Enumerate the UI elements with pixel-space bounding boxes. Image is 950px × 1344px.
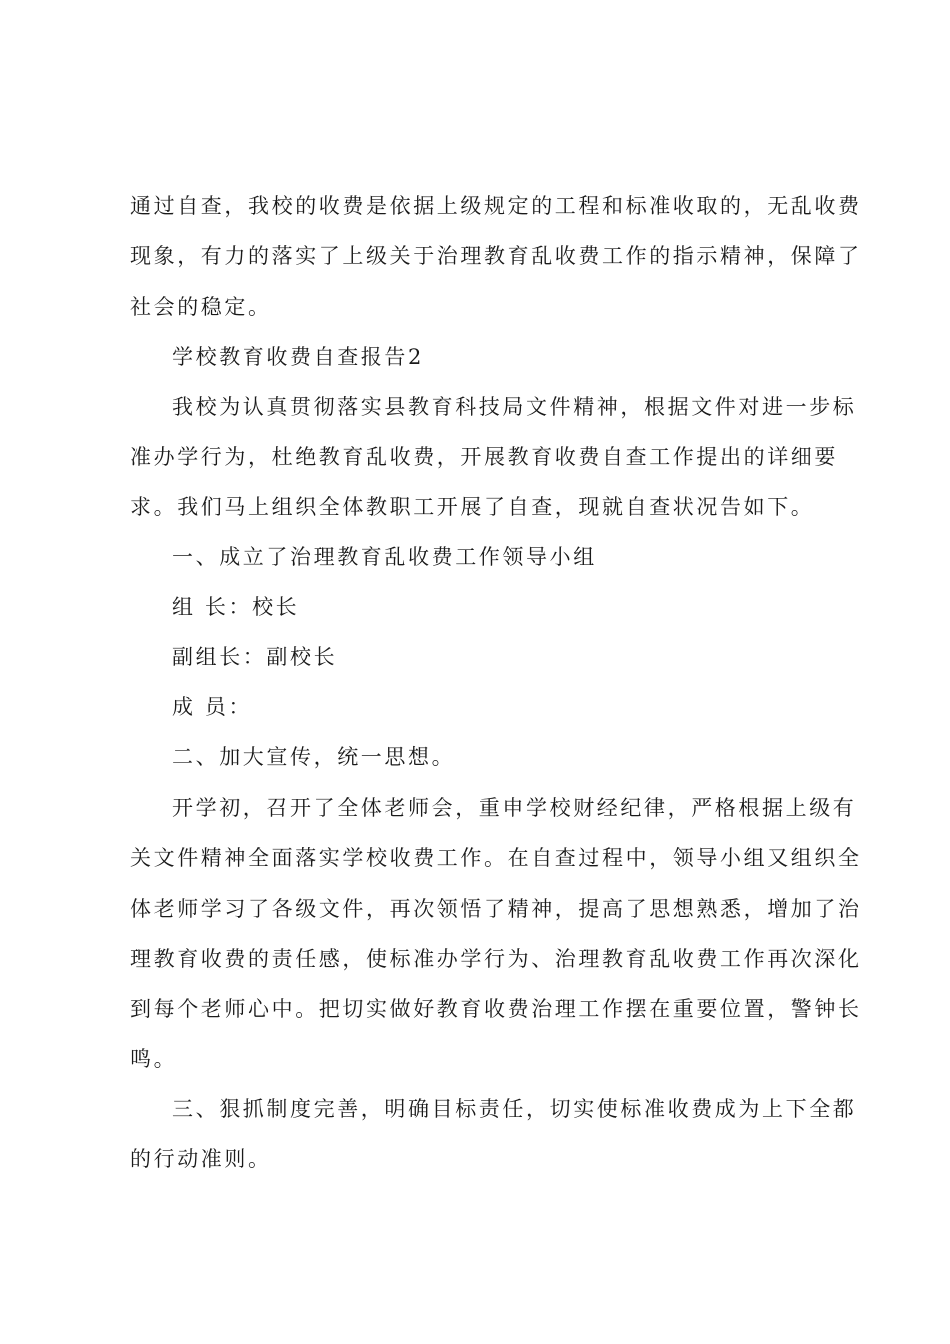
list-item: 组 长：校长 [172, 595, 300, 619]
section-title: 学校教育收费自查报告2 [172, 345, 424, 369]
paragraph-line: 我校为认真贯彻落实县教育科技局文件精神，根据文件对进一步标 [172, 395, 857, 419]
heading-line: 一、成立了治理教育乱收费工作领导小组 [172, 545, 597, 569]
paragraph-line: 社会的稳定。 [130, 295, 272, 319]
list-item: 成 员： [172, 695, 253, 719]
paragraph-line: 理教育收费的责任感，使标准办学行为、治理教育乱收费工作再次深化 [130, 947, 862, 971]
paragraph-line: 体老师学习了各级文件，再次领悟了精神，提高了思想熟悉，增加了治 [130, 897, 862, 921]
paragraph-line: 求。我们马上组织全体教职工开展了自查，现就自查状况告如下。 [130, 495, 815, 519]
heading-line: 三、狠抓制度完善，明确目标责任，切实使标准收费成为上下全都 [172, 1097, 857, 1121]
paragraph-line: 现象，有力的落实了上级关于治理教育乱收费工作的指示精神，保障了 [130, 244, 862, 268]
paragraph-line: 开学初，召开了全体老师会，重申学校财经纪律，严格根据上级有 [172, 796, 857, 820]
paragraph-line: 关文件精神全面落实学校收费工作。在自查过程中，领导小组又组织全 [130, 846, 862, 870]
heading-line: 二、加大宣传，统一思想。 [172, 745, 456, 769]
paragraph-line: 鸣。 [130, 1047, 178, 1071]
paragraph-line: 到每个老师心中。把切实做好教育收费治理工作摆在重要位置，警钟长 [130, 997, 862, 1021]
paragraph-line: 的行动准则。 [130, 1147, 272, 1171]
paragraph-line: 通过自查，我校的收费是依据上级规定的工程和标准收取的，无乱收费 [130, 194, 862, 218]
paragraph-line: 准办学行为，杜绝教育乱收费，开展教育收费自查工作提出的详细要 [130, 445, 838, 469]
list-item: 副组长：副校长 [172, 645, 338, 669]
